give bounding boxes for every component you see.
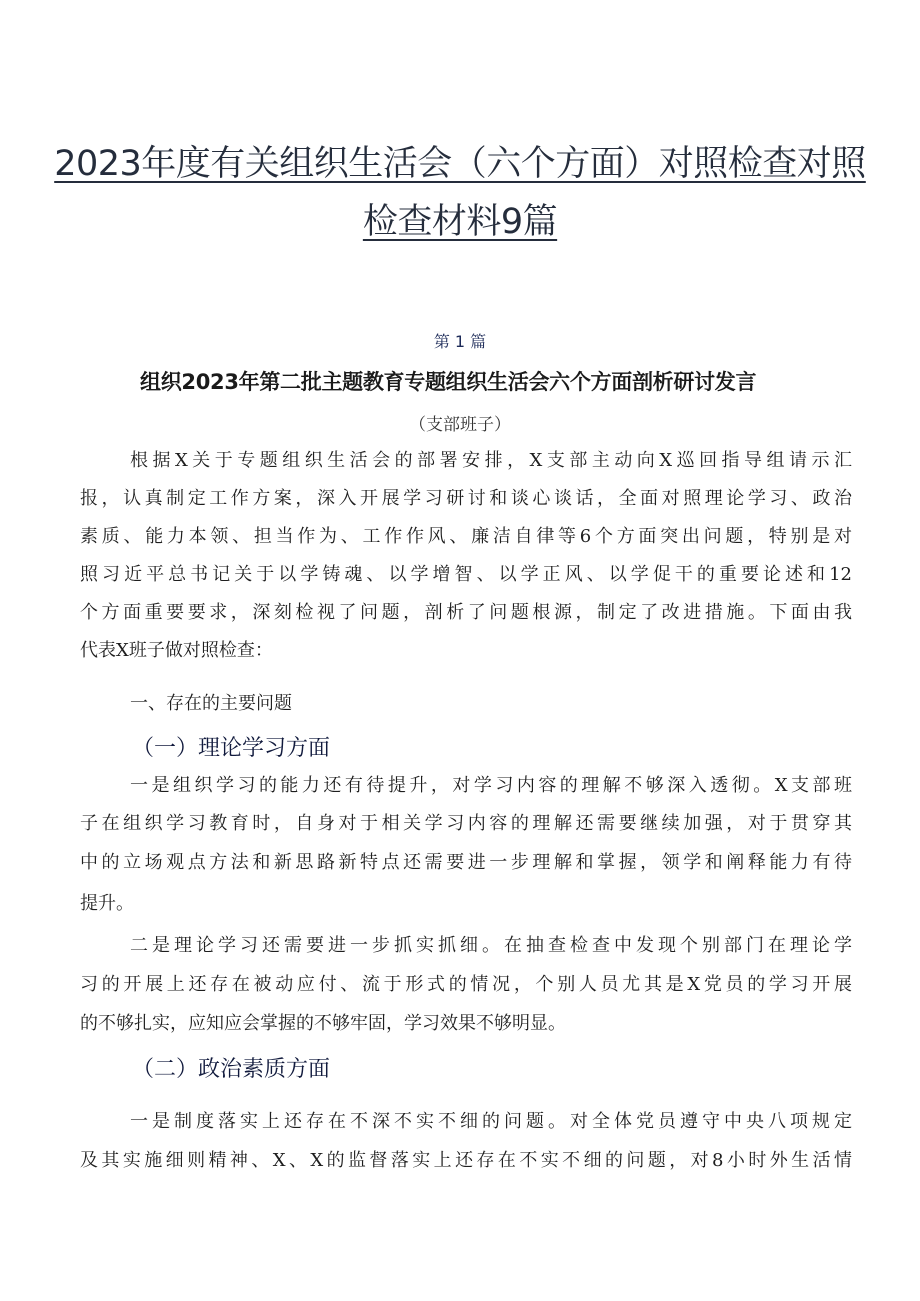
chapter-label: 第 1 篇: [433, 332, 487, 351]
document-title-line-1: 2023年度有关组织生活会（六个方面）对照检查对照: [54, 144, 866, 184]
intro-line: 代表X班子做对照检查：: [80, 640, 273, 661]
intro-line: 根据X关于专题组织生活会的部署安排，X支部主动向X巡回指导组请示汇: [130, 450, 852, 471]
paragraph-line: 子在组织学习教育时，自身对于相关学习内容的理解还需要继续加强，对于贯穿其: [80, 813, 852, 834]
paragraph-line: 中的立场观点方法和新思路新特点还需要进一步理解和掌握，领学和阐释能力有待: [80, 852, 852, 873]
document-title-line-2: 检查材料9篇: [362, 202, 558, 242]
paragraph-line: 习的开展上还存在被动应付、流于形式的情况，个别人员尤其是X党员的学习开展: [80, 974, 852, 995]
intro-line: 照习近平总书记关于以学铸魂、以学增智、以学正风、以学促干的重要论述和12: [80, 564, 852, 585]
intro-line: 个方面重要要求，深刻检视了问题，剖析了问题根源，制定了改进措施。下面由我: [80, 602, 852, 623]
section2-heading: （二）政治素质方面: [132, 1057, 331, 1082]
paragraph-line: 一是制度落实上还存在不深不实不细的问题。对全体党员遵守中央八项规定: [130, 1111, 852, 1132]
branch-label: （支部班子）: [409, 415, 511, 435]
article-subtitle: 组织2023年第二批主题教育专题组织生活会六个方面剖析研讨发言: [140, 370, 757, 394]
paragraph-line: 及其实施细则精神、X、X的监督落实上还存在不实不细的问题，对8小时外生活情: [80, 1150, 852, 1171]
section1-heading: （一）理论学习方面: [132, 736, 331, 761]
paragraph-line: 提升。: [80, 893, 134, 914]
intro-line: 素质、能力本领、担当作为、工作作风、廉洁自律等6个方面突出问题，特别是对: [80, 526, 852, 547]
intro-line: 报，认真制定工作方案，深入开展学习研讨和谈心谈话，全面对照理论学习、政治: [80, 488, 852, 509]
paragraph-line: 的不够扎实，应知应会掌握的不够牢固，学习效果不够明显。: [80, 1013, 566, 1034]
paragraph-line: 二是理论学习还需要进一步抓实抓细。在抽查检查中发现个别部门在理论学: [130, 935, 852, 956]
paragraph-line: 一是组织学习的能力还有待提升，对学习内容的理解不够深入透彻。X支部班: [130, 775, 852, 796]
part1-heading: 一、存在的主要问题: [130, 693, 292, 714]
